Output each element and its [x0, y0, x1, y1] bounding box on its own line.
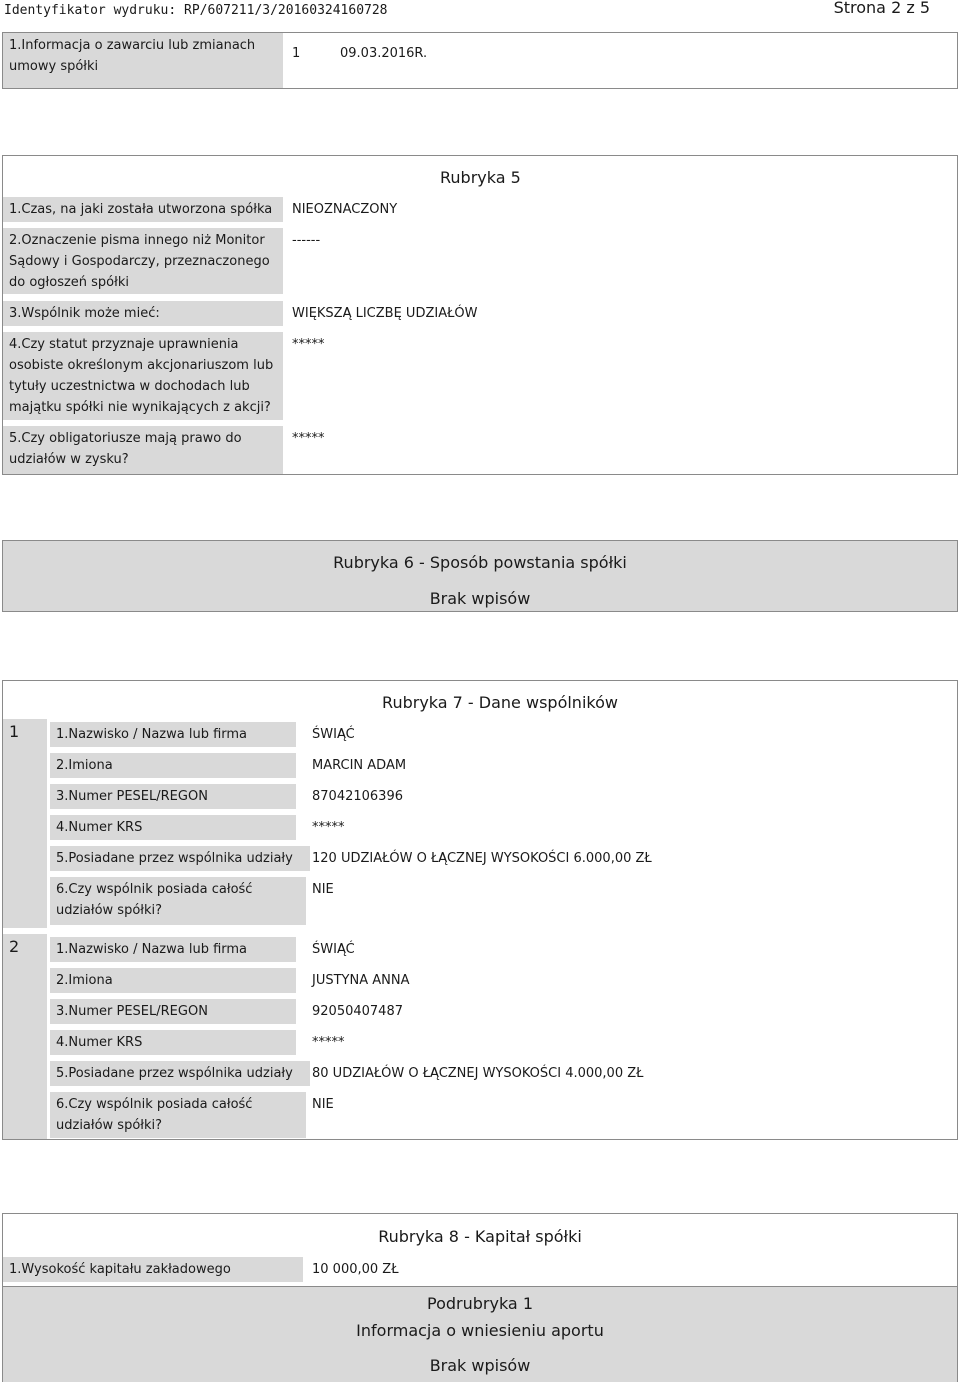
rubryka5-value-1: NIEOZNACZONY [292, 202, 398, 217]
rubryka5-label-2: 2.Oznaczenie pisma innego niż Monitor Sądowy i Gospodarczy, przeznaczonego do ogłoszeń spółki [3, 228, 283, 294]
capital-value: 10 000,00 ZŁ [312, 1262, 399, 1277]
rubryka5-label-1: 1.Czas, na jaki została utworzona spółka [3, 197, 283, 222]
partner-1-value-1: ŚWIĄĆ [312, 727, 355, 742]
partner-2-label-3: 3.Numer PESEL/REGON [50, 999, 296, 1024]
partner-2-label-2: 2.Imiona [50, 968, 296, 993]
partner-2-value-3: 92050407487 [312, 1004, 403, 1019]
rubryka5-value-4: ***** [292, 337, 325, 352]
rubryka5-value-3: WIĘKSZĄ LICZBĘ UDZIAŁÓW [292, 306, 478, 321]
partner-1-value-4: ***** [312, 820, 345, 835]
partner-2-label-6: 6.Czy wspólnik posiada całość udziałów spółki? [50, 1092, 306, 1138]
partner-2-label-4: 4.Numer KRS [50, 1030, 296, 1055]
rubryka5-title: Rubryka 5 [440, 168, 521, 187]
partner-2-value-2: JUSTYNA ANNA [312, 973, 410, 988]
partner-1-value-5: 120 UDZIAŁÓW O ŁĄCZNEJ WYSOKOŚCI 6.000,00 ZŁ [312, 851, 652, 866]
capital-label: 1.Wysokość kapitału zakładowego [3, 1257, 303, 1282]
print-identifier: Identyfikator wydruku: RP/607211/3/20160324160728 [4, 3, 388, 18]
rubryka5-label-3: 3.Wspólnik może mieć: [3, 301, 283, 326]
podrubryka-title: Podrubryka 1 [427, 1294, 533, 1313]
podrubryka-subtitle: Informacja o wniesieniu aportu [356, 1321, 604, 1340]
rubryka6-empty: Brak wpisów [429, 589, 531, 608]
partner-1-label-2: 2.Imiona [50, 753, 296, 778]
partner-2-index: 2 [3, 934, 47, 1139]
podrubryka-empty: Brak wpisów [429, 1356, 531, 1375]
partner-2-label-1: 1.Nazwisko / Nazwa lub firma [50, 937, 296, 962]
rubryka5-label-4: 4.Czy statut przyznaje uprawnienia osobiste określonym akcjonariuszom lub tytuły uczestnictwa w dochodach lub majątku spółki nie wynikających z akcji? [3, 332, 283, 420]
rubryka5-value-5: ***** [292, 431, 325, 446]
partner-1-value-3: 87042106396 [312, 789, 403, 804]
rubryka8-title: Rubryka 8 - Kapitał spółki [378, 1227, 582, 1246]
partner-1-value-2: MARCIN ADAM [312, 758, 407, 773]
rubryka5-value-2: ------ [292, 233, 321, 248]
rubryka7-title: Rubryka 7 - Dane wspólników [382, 693, 618, 712]
partner-2-value-6: NIE [312, 1097, 334, 1112]
partner-1-value-6: NIE [312, 882, 334, 897]
rubryka6-title: Rubryka 6 - Sposób powstania spółki [333, 553, 627, 572]
page-number: Strona 2 z 5 [833, 0, 930, 17]
partner-1-index: 1 [3, 719, 47, 928]
partner-1-label-6: 6.Czy wspólnik posiada całość udziałów spółki? [50, 877, 306, 925]
partner-1-label-5: 5.Posiadane przez wspólnika udziały [50, 846, 310, 871]
partner-2-value-1: ŚWIĄĆ [312, 942, 355, 957]
contract-info-number: 1 [292, 46, 301, 61]
rubryka5-label-5: 5.Czy obligatoriusze mają prawo do udziałów w zysku? [3, 426, 283, 474]
partner-1-label-4: 4.Numer KRS [50, 815, 296, 840]
contract-info-label: 1.Informacja o zawarciu lub zmianach umowy spółki [3, 33, 283, 88]
partner-1-label-1: 1.Nazwisko / Nazwa lub firma [50, 722, 296, 747]
contract-info-date: 09.03.2016R. [340, 46, 428, 61]
partner-2-value-4: ***** [312, 1035, 345, 1050]
partner-1-label-3: 3.Numer PESEL/REGON [50, 784, 296, 809]
partner-2-label-5: 5.Posiadane przez wspólnika udziały [50, 1061, 310, 1086]
partner-2-value-5: 80 UDZIAŁÓW O ŁĄCZNEJ WYSOKOŚCI 4.000,00 ZŁ [312, 1066, 644, 1081]
